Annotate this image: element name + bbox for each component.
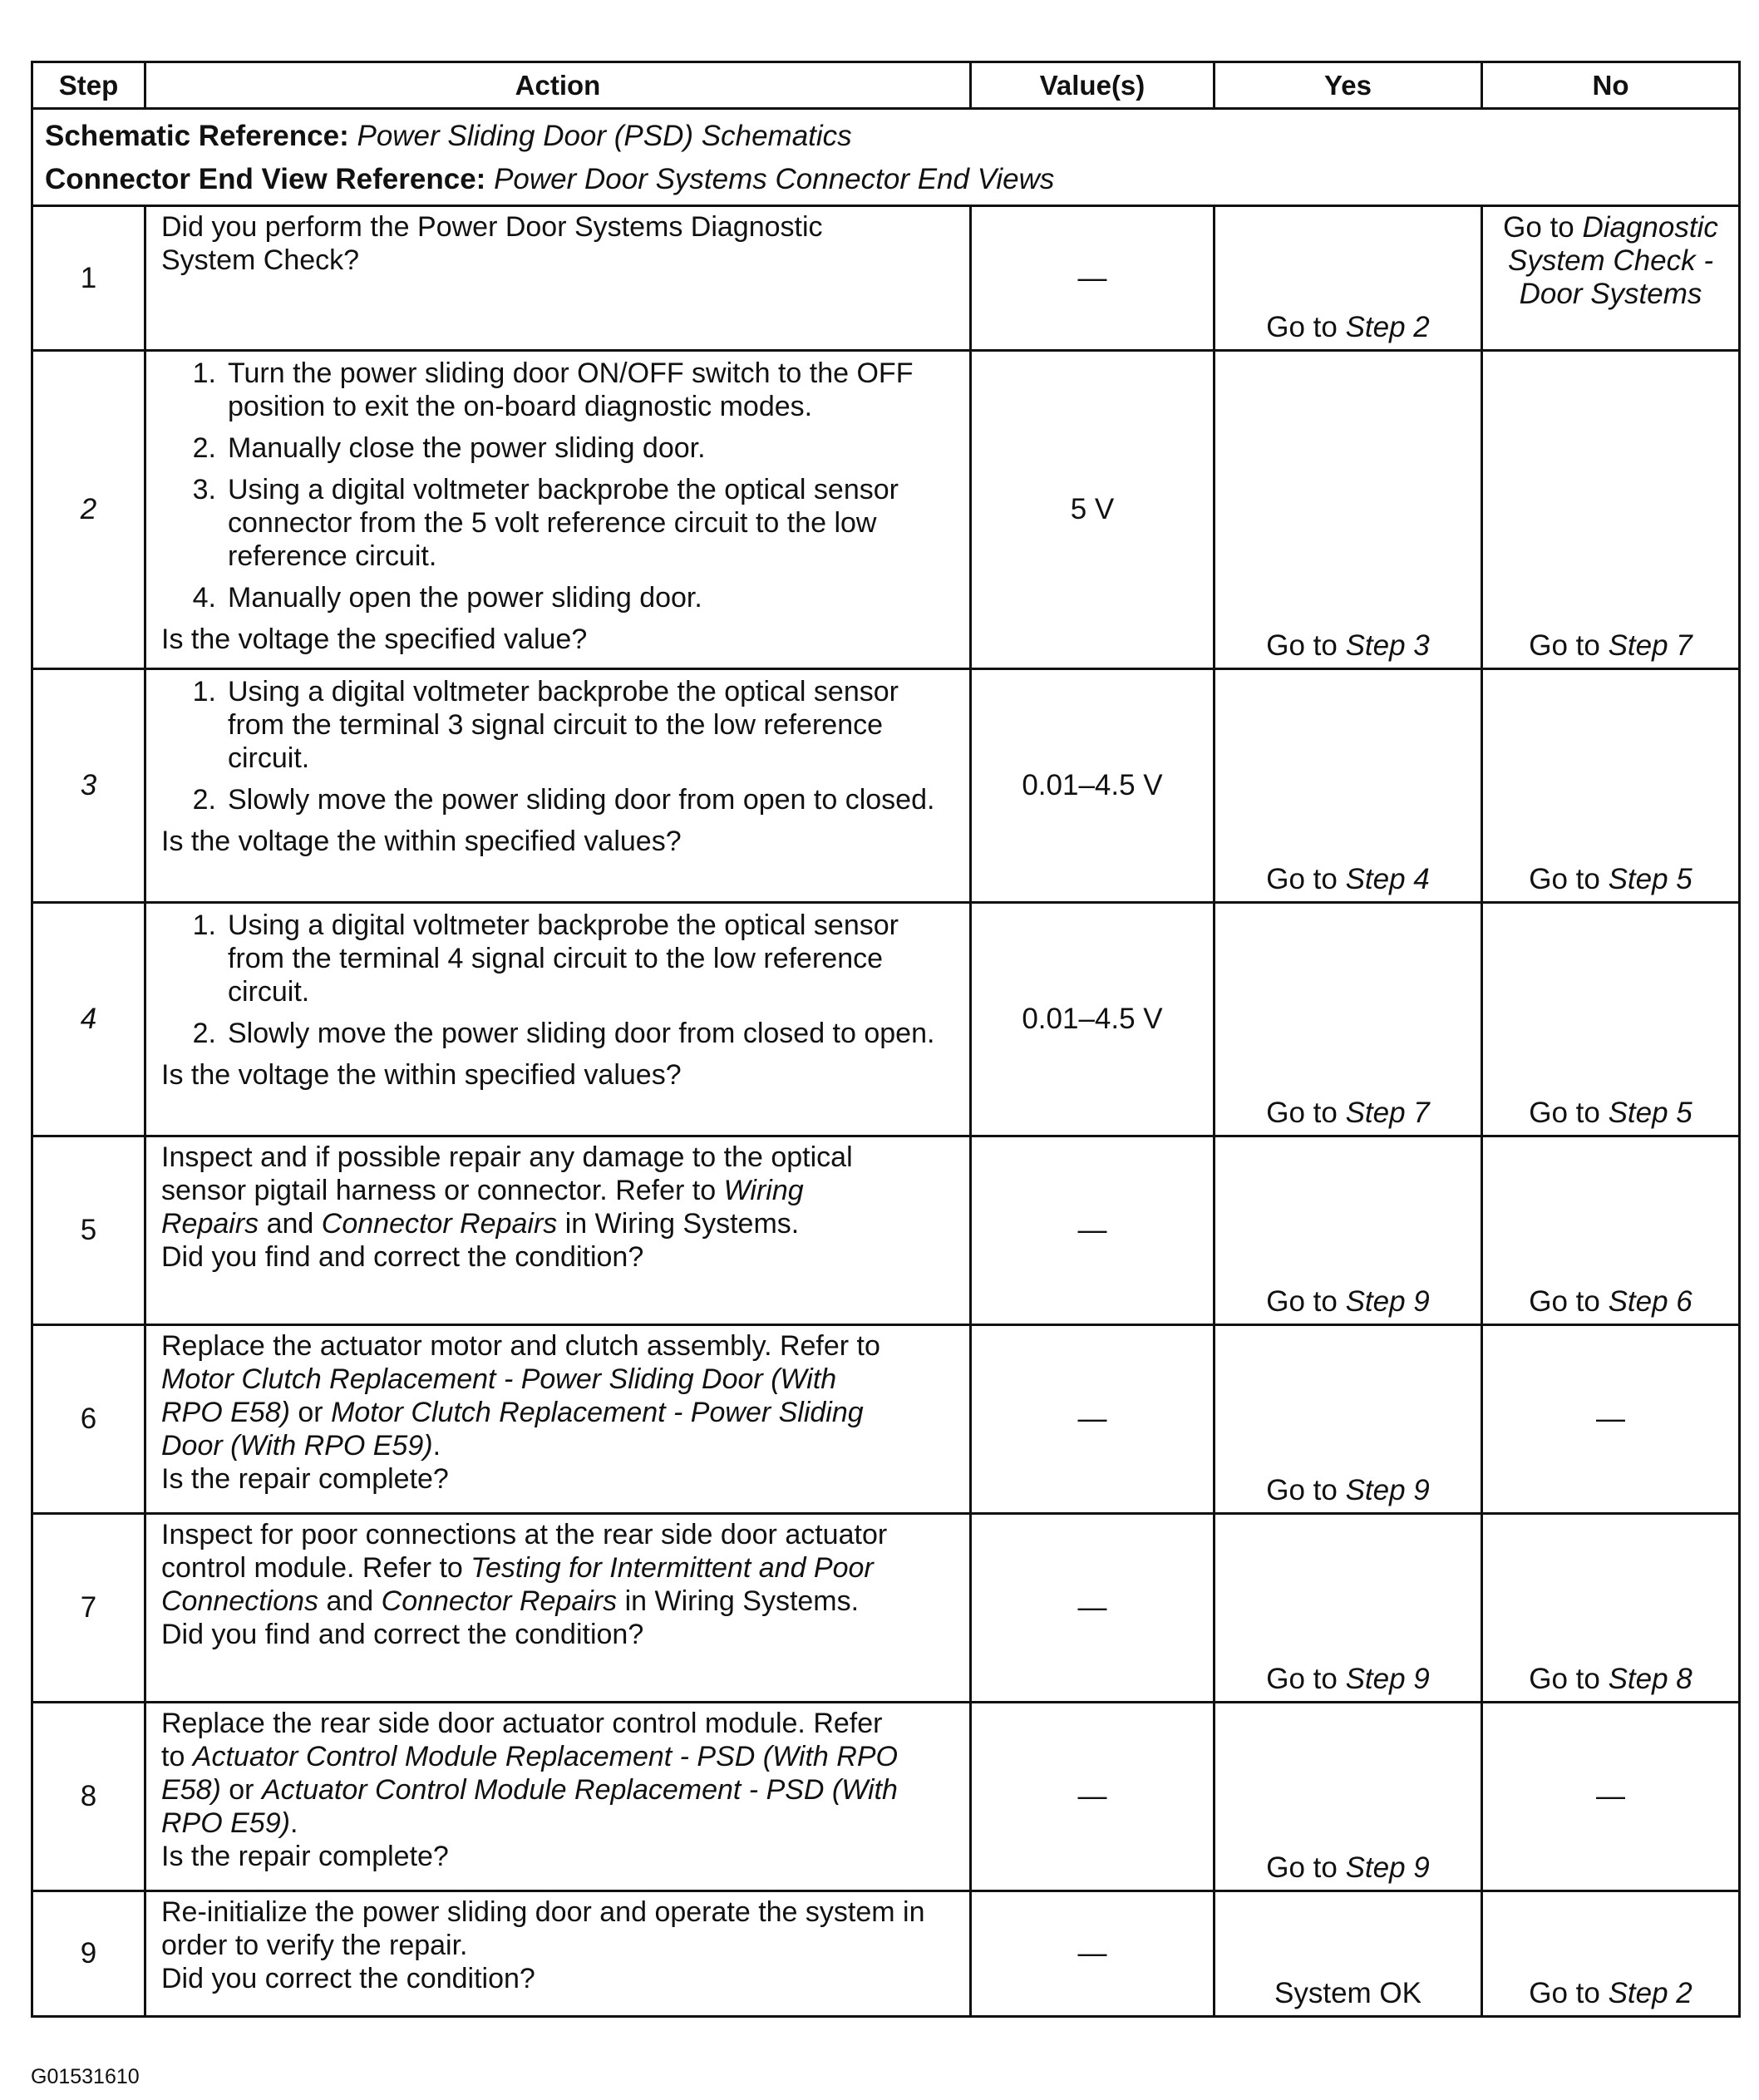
header-no: No: [1482, 62, 1740, 109]
yes-cell: [1215, 1514, 1482, 1703]
action-cell: [145, 351, 971, 669]
connector-reference: Connector End View Reference: Power Door Systems Connector End Views: [45, 163, 1055, 195]
table-row: [32, 903, 1740, 1136]
yes-answer: Go to Step 7: [1266, 1097, 1430, 1129]
yes-cell: [1215, 1136, 1482, 1325]
action-question: Did you find and correct the condition?: [161, 1619, 644, 1650]
action-steps: 1. Turn the power sliding door ON/OFF switch to the OFF position to exit the on-board diagnostic modes. 2. Manually close the power sliding door. 3. Using a digital voltmeter backprobe the optical sensor connector from the 5 volt reference circuit to the low reference circuit. 4. Manually open the power sliding door.: [192, 357, 914, 614]
no-cell: [1482, 206, 1740, 351]
action-question: Is the voltage the within specified values?: [161, 826, 682, 857]
value-cell: —: [971, 1514, 1215, 1703]
action-question: Is the voltage the specified value?: [161, 624, 588, 655]
action-cell: [145, 1891, 971, 2017]
reference-cell: [32, 109, 1740, 206]
header-yes: Yes: [1215, 62, 1482, 109]
action-cell: [145, 1325, 971, 1514]
action-cell: [145, 1514, 971, 1703]
step-number: 5: [32, 1136, 145, 1325]
action-question: Did you find and correct the condition?: [161, 1241, 644, 1273]
no-answer: —: [1596, 1402, 1625, 1435]
action-cell: [145, 669, 971, 903]
table-row: [32, 1891, 1740, 2017]
header-values: Value(s): [971, 62, 1215, 109]
yes-cell: [1215, 351, 1482, 669]
action-text: Did you perform the Power Door Systems Diagnostic System Check?: [161, 211, 823, 276]
no-cell: [1482, 1891, 1740, 2017]
no-cell: [1482, 1325, 1740, 1514]
action-question: Is the repair complete?: [161, 1463, 449, 1495]
table-row: [32, 1703, 1740, 1891]
yes-cell: [1215, 1703, 1482, 1891]
yes-answer: Go to Step 4: [1266, 863, 1430, 895]
header-step: Step: [32, 62, 145, 109]
header-action: Action: [145, 62, 971, 109]
action-text: Inspect for poor connections at the rear side door actuator control module. Refer to Testing for Intermittent and Poor Connections and Connector Repairs in Wiring Systems.: [161, 1519, 888, 1617]
no-cell: [1482, 1136, 1740, 1325]
figure-id: G01531610: [31, 2065, 140, 2088]
table-row: [32, 206, 1740, 351]
value-cell: 0.01–4.5 V: [971, 903, 1215, 1136]
no-answer: Go to Step 8: [1529, 1663, 1692, 1695]
value-cell: —: [971, 206, 1215, 351]
yes-cell: [1215, 206, 1482, 351]
step-number: 2: [32, 351, 145, 669]
no-answer: Go to Step 5: [1529, 1097, 1692, 1129]
action-text: Inspect and if possible repair any damage to the optical sensor pigtail harness or connector. Refer to Wiring Repairs and Connector Repairs in Wiring Systems.: [161, 1141, 853, 1240]
diagnostic-table: [31, 61, 1741, 2018]
no-cell: [1482, 351, 1740, 669]
action-cell: [145, 206, 971, 351]
table-row: [32, 669, 1740, 903]
no-answer: —: [1596, 1780, 1625, 1812]
no-cell: [1482, 1514, 1740, 1703]
action-text: Replace the actuator motor and clutch assembly. Refer to Motor Clutch Replacement - Power Sliding Door (With RPO E58) or Motor Clutch Replacement - Power Sliding Door (With RPO E59).: [161, 1330, 880, 1462]
step-number: 7: [32, 1514, 145, 1703]
action-steps: 1. Using a digital voltmeter backprobe the optical sensor from the terminal 4 signal circuit to the low reference circuit. 2. Slowly move the power sliding door from closed to open.: [192, 910, 935, 1049]
reference-row: [32, 109, 1740, 206]
table-row: [32, 1325, 1740, 1514]
step-number: 8: [32, 1703, 145, 1891]
action-cell: [145, 903, 971, 1136]
no-answer: Go to Diagnostic System Check - Door Systems: [1503, 211, 1718, 310]
step-number: 1: [32, 206, 145, 351]
yes-cell: [1215, 669, 1482, 903]
action-question: Is the voltage the within specified values?: [161, 1059, 682, 1091]
table-row: [32, 1514, 1740, 1703]
yes-answer: System OK: [1274, 1977, 1421, 2009]
schematic-reference: Schematic Reference: Power Sliding Door (PSD) Schematics: [45, 120, 852, 152]
value-cell: —: [971, 1136, 1215, 1325]
yes-answer: Go to Step 9: [1266, 1474, 1430, 1506]
value-cell: —: [971, 1325, 1215, 1514]
no-cell: [1482, 669, 1740, 903]
step-number: 6: [32, 1325, 145, 1514]
yes-answer: Go to Step 9: [1266, 1851, 1430, 1884]
action-steps: 1. Using a digital voltmeter backprobe the optical sensor from the terminal 3 signal circuit to the low reference circuit. 2. Slowly move the power sliding door from open to closed.: [192, 676, 935, 816]
no-answer: Go to Step 6: [1529, 1285, 1692, 1318]
action-cell: [145, 1136, 971, 1325]
value-cell: —: [971, 1891, 1215, 2017]
yes-answer: Go to Step 9: [1266, 1285, 1430, 1318]
yes-cell: [1215, 1891, 1482, 2017]
no-answer: Go to Step 5: [1529, 863, 1692, 895]
table-row: [32, 1136, 1740, 1325]
no-answer: Go to Step 7: [1529, 629, 1692, 662]
yes-cell: [1215, 1325, 1482, 1514]
action-text: Replace the rear side door actuator control module. Refer to Actuator Control Module Replacement - PSD (With RPO E58) or Actuator Control Module Replacement - PSD (With RPO E59).: [161, 1708, 898, 1839]
value-cell: 0.01–4.5 V: [971, 669, 1215, 903]
value-cell: —: [971, 1703, 1215, 1891]
action-cell: [145, 1703, 971, 1891]
no-answer: Go to Step 2: [1529, 1977, 1692, 2009]
action-question: Is the repair complete?: [161, 1841, 449, 1872]
yes-answer: Go to Step 9: [1266, 1663, 1430, 1695]
action-question: Did you correct the condition?: [161, 1963, 535, 1994]
header-row: [32, 62, 1740, 109]
step-number: 4: [32, 903, 145, 1136]
value-cell: 5 V: [971, 351, 1215, 669]
yes-cell: [1215, 903, 1482, 1136]
step-number: 9: [32, 1891, 145, 2017]
yes-answer: Go to Step 2: [1266, 311, 1430, 343]
action-text: Re-initialize the power sliding door and operate the system in order to verify the repair.: [161, 1896, 925, 1961]
no-cell: [1482, 1703, 1740, 1891]
no-cell: [1482, 903, 1740, 1136]
yes-answer: Go to Step 3: [1266, 629, 1430, 662]
table-row: [32, 351, 1740, 669]
step-number: 3: [32, 669, 145, 903]
